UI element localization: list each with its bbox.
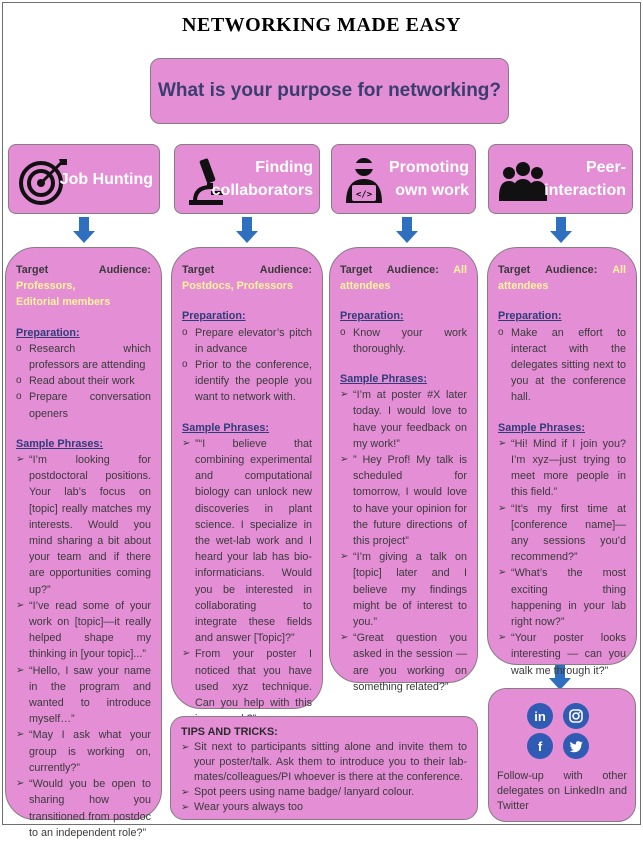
list-item: ➢ “Your poster looks interesting — can you walk me through it?” — [498, 630, 626, 679]
category-line: Finding — [255, 159, 313, 176]
category-label — [544, 145, 626, 213]
target-audience — [340, 262, 467, 278]
list-item: ➢ From your poster I noticed that you have used xyz technique. Can you help with this — [182, 646, 312, 727]
preparation-list — [16, 341, 151, 422]
facebook-icon[interactable]: f — [527, 733, 553, 759]
preparation-list — [340, 325, 467, 357]
preparation-heading: Preparation: — [16, 326, 80, 339]
linkedin-icon[interactable]: in — [527, 703, 553, 729]
audience-label: Target Audience: — [182, 264, 312, 276]
twitter-icon[interactable] — [563, 733, 589, 759]
down-arrow-icon — [396, 217, 418, 243]
list-item: ➢ “Hello, I saw your name in the program and wanted to introduce myself…” — [16, 663, 151, 728]
category-label — [60, 145, 153, 213]
category-label — [389, 145, 469, 213]
category-line: own work — [395, 182, 469, 199]
down-arrow-icon — [550, 217, 572, 243]
tips-list — [181, 740, 467, 815]
preparation-heading: Preparation: — [182, 310, 246, 323]
category-line: collaborators — [211, 182, 313, 199]
list-item: ➢ “I’ve read some of your work on [topic]—it really helped shape my thinking in [your topic]...” — [16, 598, 151, 663]
target-audience — [498, 262, 626, 278]
category-promoting-work — [331, 144, 476, 214]
phrases-list — [16, 452, 151, 841]
audience-value: Professors, — [16, 280, 76, 293]
preparation-heading: Preparation: — [340, 310, 404, 323]
category-line: Peer- — [585, 159, 626, 176]
list-item: o Prepare conversation openers — [16, 389, 151, 421]
peer-interaction-panel — [487, 247, 637, 677]
category-finding-collaborators — [174, 144, 320, 214]
audience-value: attendees — [498, 280, 549, 293]
phrases-heading: Sample Phrases: — [340, 373, 428, 386]
category-line: interaction — [544, 182, 626, 199]
list-item: ➢ “I’m giving a talk on [topic] later and I believe my findings might be of interest to you.” — [340, 549, 467, 630]
audience-label: Target Audience: — [16, 264, 151, 276]
category-job-hunting — [8, 144, 160, 214]
phrases-heading: Sample Phrases: — [498, 421, 586, 434]
category-line: Job Hunting — [59, 170, 153, 188]
audience-value: All — [612, 264, 626, 276]
audience-value: attendees — [340, 280, 391, 293]
tips-heading: TIPS AND TRICKS: — [181, 726, 278, 738]
phrases-list — [340, 387, 467, 695]
list-item: ➢ “Great question you asked in the session — are you working on something related?” — [340, 630, 467, 695]
category-line: Promoting — [389, 159, 469, 176]
preparation-list — [182, 325, 312, 406]
audience-value: Postdocs, Professors — [182, 280, 294, 293]
followup-panel — [488, 688, 636, 822]
category-label — [212, 145, 313, 213]
tips-panel — [170, 716, 478, 820]
question-text: What is your purpose for networking? — [157, 80, 502, 101]
down-arrow-icon — [236, 217, 258, 243]
list-item: o Read about their work — [16, 373, 151, 389]
list-item: o Prepare elevator’s pitch in advance — [182, 325, 312, 357]
list-item: o Research which professors are attending — [16, 341, 151, 373]
page-title: NETWORKING MADE EASY — [182, 14, 461, 36]
down-arrow-icon — [73, 217, 95, 243]
list-item: ➢ “Hi! Mind if I join you? I’m xyz—just trying to meet more people in this field.” — [498, 436, 626, 501]
svg-text:</>: </> — [355, 190, 373, 200]
list-item: ➢ ”“I believe that combining experimental and computational biology can unlock new discoveries in plant science. I specialize in the wet-lab work and I heard your lab has bio-informaticians. Would you be interested in collaborating to integrate these fields and answer [Topic]?” — [182, 436, 312, 647]
list-item: ➢ “I’m looking for postdoctoral positions. Your lab’s focus on [topic] really matches my interests. Would you mind sharing a bit about your team and if there are opportunities coming up?” — [16, 452, 151, 598]
list-item: ➢ Wear yours always too — [181, 800, 467, 815]
list-item: ➢ “May I ask what your group is working on, currently?” — [16, 727, 151, 776]
list-item: ➢ “I’m at poster #X later today. I would love to have your feedback on my work!” — [340, 387, 467, 452]
instagram-icon[interactable] — [563, 703, 589, 729]
group-icon — [495, 153, 551, 209]
phrases-list — [182, 436, 312, 728]
list-item: ➢ “Would you be open to sharing how you transitioned from postdoc to an independent role?” — [16, 776, 151, 841]
audience-value: Editorial members — [16, 296, 111, 309]
target-audience — [182, 262, 312, 278]
audience-value: All — [453, 264, 467, 276]
list-item: ➢ Sit next to participants sitting alone and invite them to your poster/talk. Ask them to introduce you to their lab-mates/colleagues/PI whoever is there at the conference. — [181, 740, 467, 785]
list-item: o Prior to the conference, identify the people you want to network with. — [182, 357, 312, 406]
presenter-icon — [338, 153, 394, 209]
audience-label: Target Audience: — [498, 264, 598, 276]
audience-label: Target Audience: — [340, 264, 439, 276]
phrases-heading: Sample Phrases: — [182, 421, 270, 434]
list-item: ➢ Spot peers using name badge/ lanyard colour. — [181, 785, 467, 800]
list-item: ➢ ” Hey Prof! My talk is scheduled for tomorrow, I would love to have your opinion for the future directions of this project” — [340, 452, 467, 549]
preparation-heading: Preparation: — [498, 310, 562, 323]
preparation-list — [498, 325, 626, 406]
list-item: o Make an effort to interact with the delegates sitting next to you at the conference hall. — [498, 325, 626, 406]
followup-text: Follow-up with other delegates on LinkedIn and Twitter — [497, 770, 627, 812]
list-item: ➢ “It’s my first time at [conference name]—any sessions you’d recommend?” — [498, 501, 626, 566]
target-audience — [16, 262, 151, 294]
job-hunting-panel — [5, 247, 162, 839]
promoting-panel — [329, 247, 478, 693]
collaborators-panel — [171, 247, 323, 709]
phrases-heading: Sample Phrases: — [16, 437, 104, 450]
list-item: ➢ “What’s the most exciting thing happening in your lab right now?” — [498, 565, 626, 630]
category-peer-interaction — [488, 144, 633, 214]
question-box — [150, 58, 509, 124]
phrases-list — [498, 436, 626, 679]
list-item: o Know your work thoroughly. — [340, 325, 467, 357]
